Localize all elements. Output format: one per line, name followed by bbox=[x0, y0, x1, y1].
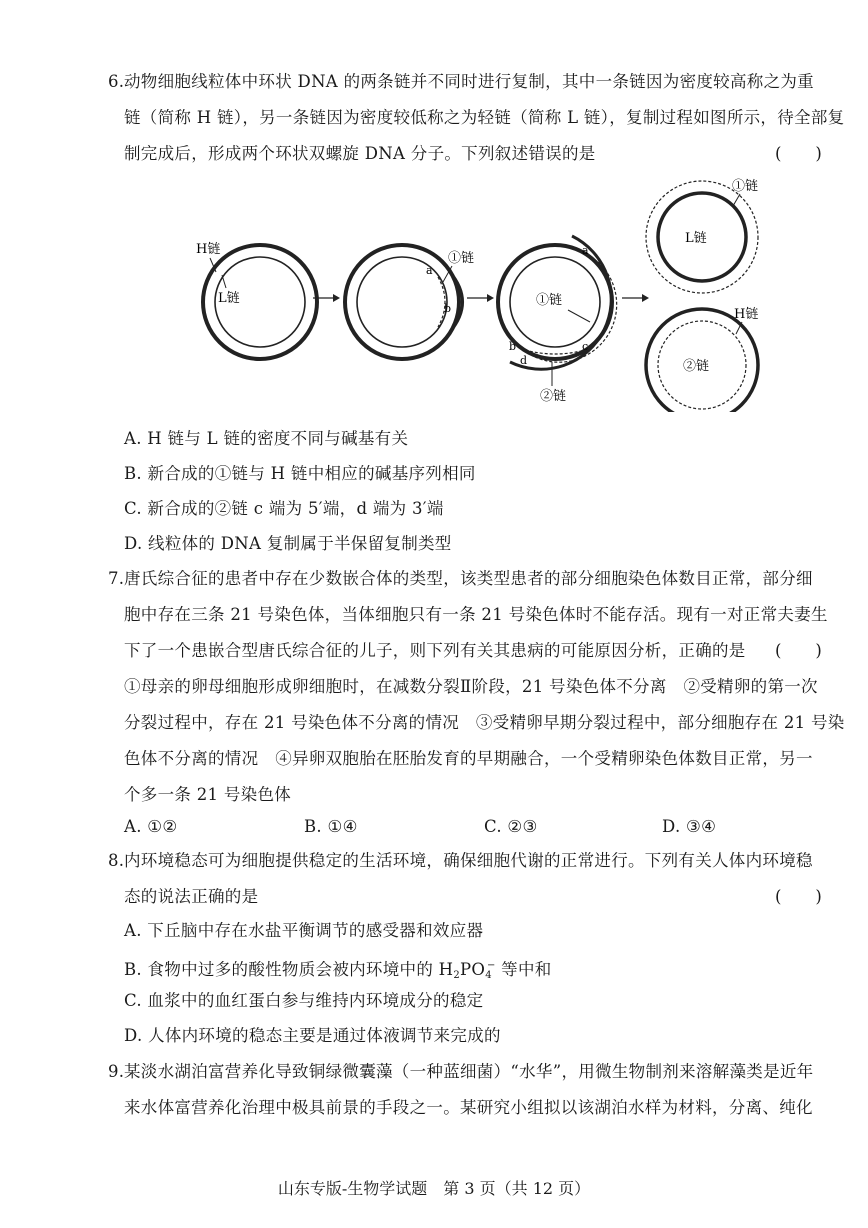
fig-l-chain-label-1: L链 bbox=[218, 291, 240, 306]
q7-option-b: B. ①④ bbox=[304, 817, 358, 836]
q8-option-d: D. 人体内环境的稳态主要是通过体液调节来完成的 bbox=[124, 1026, 501, 1045]
circle-2-outer bbox=[345, 245, 459, 359]
q8-line-1: 内环境稳态可为细胞提供稳定的生活环境，确保细胞代谢的正常进行。下列有关人体内环境稳 bbox=[124, 851, 813, 870]
q8-number: 8. bbox=[108, 851, 125, 870]
q7-option-a: A. ①② bbox=[124, 817, 178, 836]
fig-h-chain-label-1: H链 bbox=[196, 242, 221, 257]
q9-line-2: 来水体富营养化治理中极具前景的手段之一。某研究小组拟以该湖泊水样为材料，分离、纯化 bbox=[124, 1098, 813, 1117]
q7-line-6: 色体不分离的情况 ④异卵双胞胎在胚胎发育的早期融合，一个受精卵染色体数目正常，另一 bbox=[124, 749, 813, 768]
q8-line-2: 态的说法正确的是 bbox=[124, 887, 259, 906]
q8-option-b-post: 等中和 bbox=[495, 960, 552, 979]
q7-line-2: 胞中存在三条 21 号染色体，当体细胞只有一条 21 号染色体时不能存活。现有一对正常夫妻生 bbox=[124, 605, 828, 624]
q8-option-c: C. 血浆中的血红蛋白参与维持内环境成分的稳定 bbox=[124, 991, 484, 1010]
circle-3-dashed-arc bbox=[520, 262, 617, 362]
fig-arrow-l-1 bbox=[222, 275, 226, 288]
fig-arrowhead-3 bbox=[642, 294, 649, 302]
q7-line-7: 个多一条 21 号染色体 bbox=[124, 785, 292, 804]
fig-b-label-3: b bbox=[509, 340, 517, 353]
q8-option-a: A. 下丘脑中存在水盐平衡调节的感受器和效应器 bbox=[124, 921, 484, 940]
fig-chain1-label-4: ①链 bbox=[732, 179, 759, 194]
q7-option-d: D. ③④ bbox=[662, 817, 717, 836]
fig-a-label-3: a bbox=[582, 244, 589, 257]
q7-line-4: ①母亲的卵母细胞形成卵细胞时，在减数分裂Ⅱ阶段，21 号染色体不分离 ②受精卵的第一次 bbox=[124, 677, 818, 696]
fig-arrowhead-1 bbox=[333, 294, 340, 302]
q8-option-b-pre: B. 食物中过多的酸性物质会被内环境中的 H bbox=[124, 960, 454, 979]
fig-chain1-label-2: ①链 bbox=[448, 251, 475, 266]
q7-line-5: 分裂过程中，存在 21 号染色体不分离的情况 ③受精卵早期分裂过程中，部分细胞存在 21 号染 bbox=[124, 713, 845, 732]
dna-replication-figure bbox=[180, 172, 760, 412]
q6-line-1: 动物细胞线粒体中环状 DNA 的两条链并不同时进行复制，其中一条链因为密度较高称之为重 bbox=[124, 72, 814, 91]
q6-option-a: A. H 链与 L 链的密度不同与碱基有关 bbox=[124, 429, 409, 448]
q6-option-d: D. 线粒体的 DNA 复制属于半保留复制类型 bbox=[124, 534, 452, 553]
fig-l-chain-label-4: L链 bbox=[685, 231, 707, 246]
q7-number: 7. bbox=[108, 569, 125, 588]
q6-option-b: B. 新合成的①链与 H 链中相应的碱基序列相同 bbox=[124, 464, 476, 483]
q9-number: 9. bbox=[108, 1062, 125, 1081]
fig-b-label-2: b bbox=[444, 302, 452, 315]
fig-c-label-3: c bbox=[582, 340, 589, 353]
fig-arrowhead-2 bbox=[487, 294, 494, 302]
fig-h-chain-label-5: H链 bbox=[734, 307, 759, 322]
q8-option-b-sub2: 4 bbox=[485, 970, 492, 981]
q7-answer-bracket: ( ) bbox=[775, 641, 823, 660]
fig-chain2-label-3: ②链 bbox=[540, 389, 567, 404]
q8-option-b-sub1: 2 bbox=[453, 970, 461, 981]
q7-line-1: 唐氏综合征的患者中存在少数嵌合体的类型，该类型患者的部分细胞染色体数目正常，部分细 bbox=[124, 569, 813, 588]
q9-line-1: 某淡水湖泊富营养化导致铜绿微囊藻（一种蓝细菌）“水华”，用微生物制剂来溶解藻类是近年 bbox=[124, 1062, 814, 1081]
fig-d-label-3: d bbox=[520, 354, 528, 367]
q6-answer-bracket: ( ) bbox=[775, 144, 823, 163]
q6-number: 6. bbox=[108, 72, 125, 91]
q6-option-c: C. 新合成的②链 c 端为 5′端，d 端为 3′端 bbox=[124, 499, 444, 518]
q8-option-b-sup: − bbox=[486, 960, 496, 971]
fig-chain1-label-3: ①链 bbox=[536, 293, 563, 308]
q8-option-b bbox=[124, 955, 552, 987]
fig-a-label-2: a bbox=[426, 264, 433, 277]
fig-chain2-label-5: ②链 bbox=[683, 359, 710, 374]
q8-option-b-mid: PO bbox=[460, 960, 486, 979]
fig-arrow-chain1-3 bbox=[568, 310, 590, 322]
q7-line-3: 下了一个患嵌合型唐氏综合征的儿子，则下列有关其患病的可能原因分析，正确的是 bbox=[124, 641, 746, 660]
q7-option-c: C. ②③ bbox=[484, 817, 538, 836]
q6-line-2: 链（简称 H 链），另一条链因为密度较低称之为轻链（简称 L 链），复制过程如图所示，待全部复 bbox=[124, 108, 845, 127]
circle-2-inner bbox=[357, 257, 447, 347]
page-footer: 山东专版-生物学试题 第 3 页（共 12 页） bbox=[277, 1179, 591, 1198]
fig-arrow-chain1-4 bbox=[733, 194, 740, 206]
q8-answer-bracket: ( ) bbox=[775, 887, 823, 906]
q6-line-3: 制完成后，形成两个环状双螺旋 DNA 分子。下列叙述错误的是 bbox=[124, 144, 596, 163]
